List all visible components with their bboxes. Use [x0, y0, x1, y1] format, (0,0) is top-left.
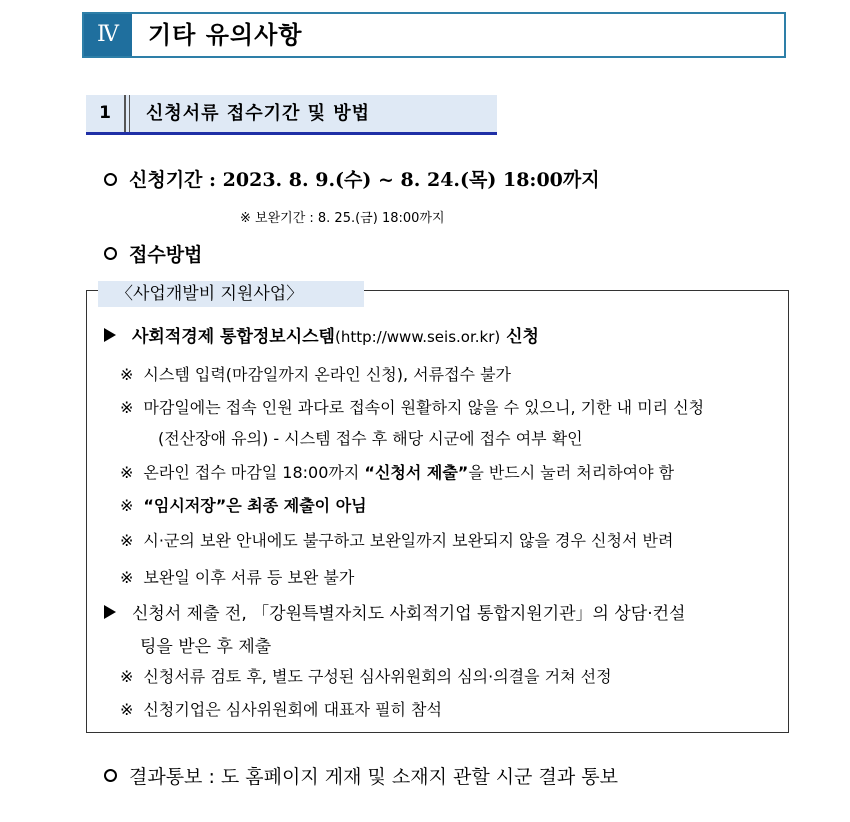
note-online-submit — [120, 460, 674, 483]
section-header — [82, 12, 786, 58]
triangle-bullet-icon — [104, 328, 116, 342]
section-number: Ⅳ — [84, 14, 132, 56]
box-item-1 — [104, 322, 539, 347]
subsection-underline — [86, 132, 497, 135]
reference-mark: ※ — [120, 700, 134, 719]
item1-url: (http://www.seis.or.kr) — [334, 328, 501, 346]
period-text: 신청기간 : 2023. 8. 9.(수) ~ 8. 24.(목) 18:00까지 — [129, 169, 600, 191]
note-temp-save — [120, 493, 367, 516]
circle-bullet-icon — [104, 247, 117, 260]
item1-suffix: 신청 — [500, 327, 539, 347]
reference-mark: ※ — [120, 496, 134, 515]
note-bold: “임시저장”은 최종 제출이 아님 — [143, 496, 367, 515]
note-text: 시스템 입력(마감일까지 온라인 신청), 서류접수 불가 — [143, 365, 511, 384]
item2-text: 신청서 제출 전, 「강원특별자치도 사회적기업 통합지원기관」의 상담·컨설 — [132, 604, 686, 624]
reference-mark: ※ — [120, 568, 134, 587]
item1-prefix: 사회적경제 통합정보시스템 — [132, 327, 335, 347]
note-text: 신청서류 검토 후, 별도 구성된 심사위원회의 심의·의결을 거쳐 선정 — [143, 667, 612, 686]
reference-mark: ※ — [120, 531, 134, 550]
circle-bullet-icon — [104, 769, 117, 782]
note-text: 온라인 접수 마감일 18:00까지 — [143, 463, 365, 482]
subsection-number: 1 — [86, 95, 126, 132]
reference-mark: ※ — [120, 365, 134, 384]
note-text: 시·군의 보완 안내에도 불구하고 보완일까지 보완되지 않을 경우 신청서 반려 — [143, 531, 674, 550]
period-notice: ※ 보완기간 : 8. 25.(금) 18:00까지 — [240, 211, 445, 226]
note-text: 마감일에는 접속 인원 과다로 접속이 원활하지 않을 수 있으니, 기한 내 미리 신청 — [143, 398, 705, 417]
note-text: 신청기업은 심사위원회에 대표자 필히 참석 — [143, 700, 442, 719]
section-title: 기타 유의사항 — [148, 21, 303, 49]
box-label: 〈사업개발비 지원사업〉 — [98, 281, 364, 307]
box-item-2-cont: 팅을 받은 후 제출 — [140, 637, 272, 657]
result-text: 결과통보 : 도 홈페이지 게재 및 소재지 관할 시군 결과 통보 — [129, 766, 618, 788]
result-line — [104, 762, 618, 789]
note-deadline — [120, 395, 704, 418]
note-deadline-cont: (전산장애 유의) - 시스템 접수 후 해당 시군에 접수 여부 확인 — [158, 429, 583, 448]
circle-bullet-icon — [104, 173, 117, 186]
subsection-title: 신청서류 접수기간 및 방법 — [146, 103, 371, 124]
reference-mark: ※ — [120, 463, 134, 482]
period-line — [104, 165, 600, 192]
note-system-input — [120, 362, 511, 385]
box-item-2 — [104, 599, 685, 624]
triangle-bullet-icon — [104, 605, 116, 619]
note-review — [120, 664, 612, 687]
method-title: 접수방법 — [129, 244, 203, 266]
note-text: 을 반드시 눌러 처리하여야 함 — [468, 463, 675, 482]
subsection-header — [86, 95, 497, 135]
note-bold: “신청서 제출” — [364, 463, 469, 482]
reference-mark: ※ — [120, 398, 134, 417]
note-no-supplement — [120, 565, 354, 588]
reference-mark: ※ — [120, 667, 134, 686]
note-attend — [120, 697, 442, 720]
note-return — [120, 528, 673, 551]
method-line — [104, 240, 202, 267]
note-text: 보완일 이후 서류 등 보완 불가 — [143, 568, 355, 587]
